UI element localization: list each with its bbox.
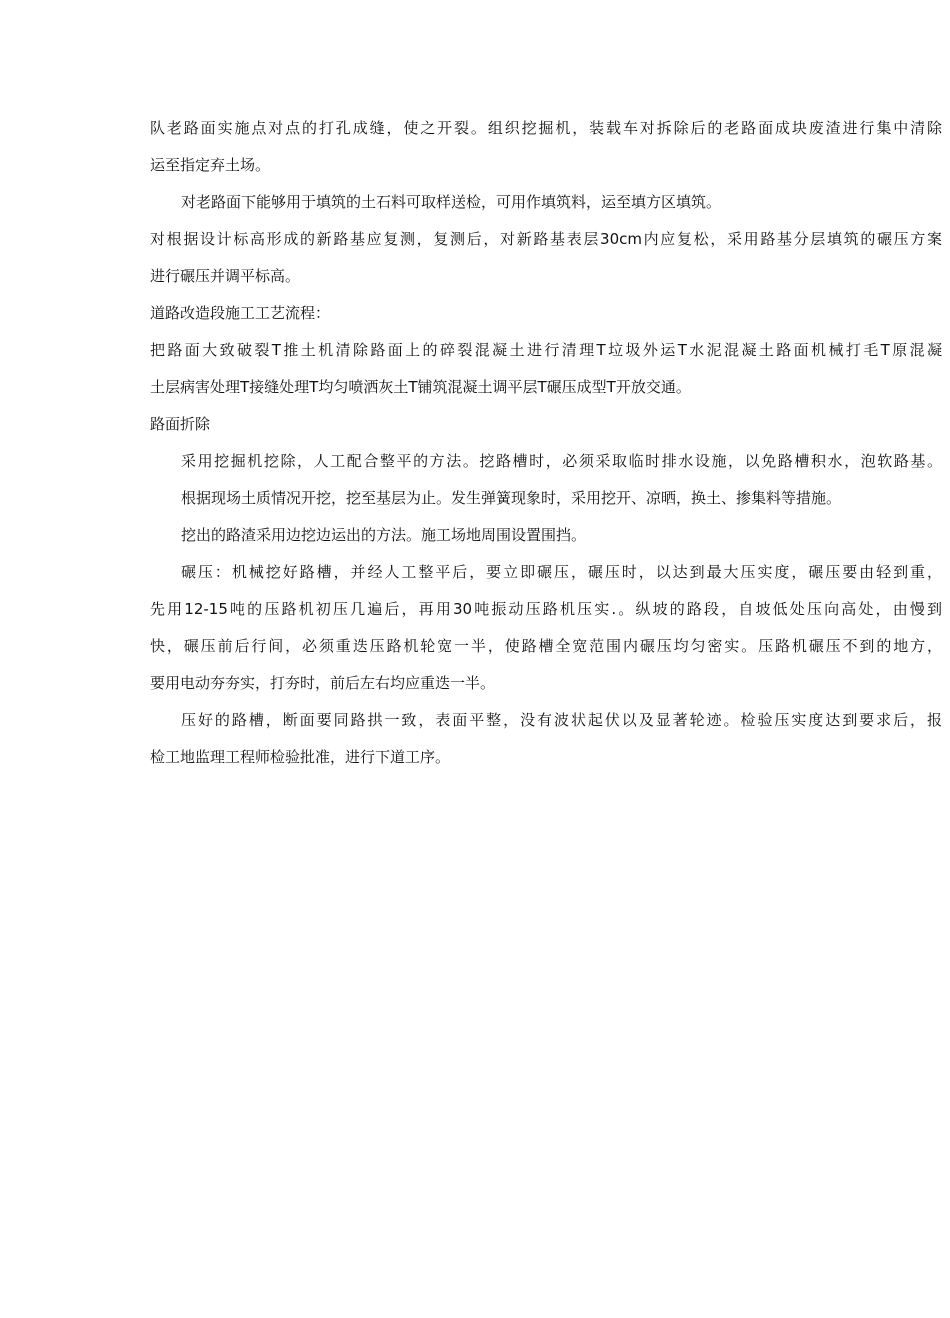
paragraph-line: 要用电动夯夯实，打夯时，前后左右均应重迭一半。	[150, 674, 496, 692]
paragraph-line: 压好的路槽，断面要同路拱一致，表面平整，没有波状起伏以及显著轮迹。检验压实度达到要求后，报	[181, 711, 942, 729]
section-heading: 路面折除	[150, 415, 211, 433]
paragraph-line: 对老路面下能够用于填筑的土石料可取样送检，可用作填筑料，运至填方区填筑。	[181, 193, 722, 211]
paragraph-line: 采用挖掘机挖除，人工配合整平的方法。挖路槽时，必须采取临时排水设施，以免路槽积水，泡软路基。	[181, 452, 942, 470]
paragraph-line: 碾压：机械挖好路槽，并经人工整平后，要立即碾压，碾压时，以达到最大压实度，碾压要由轻到重，	[181, 563, 942, 581]
paragraph-line: 挖出的路渣采用边挖边运出的方法。施工场地周围设置围挡。	[181, 526, 587, 544]
paragraph-line: 队老路面实施点对点的打孔成缝，使之开裂。组织挖掘机，装载车对拆除后的老路面成块废渣进行集中清除	[150, 119, 942, 137]
section-heading: 道路改造段施工工艺流程：	[150, 304, 331, 322]
paragraph-line: 把路面大致破裂T推土机清除路面上的碎裂混凝土进行清理T垃圾外运T水泥混凝土路面机械打毛T原混凝	[150, 341, 942, 359]
paragraph-line: 先用12-15吨的压路机初压几遍后，再用30吨振动压路机压实.。纵坡的路段，自坡低处压向高处，由慢到	[150, 600, 942, 618]
paragraph-line: 检工地监理工程师检验批准，进行下道工序。	[150, 748, 451, 766]
paragraph-line: 进行碾压并调平标高。	[150, 267, 301, 285]
paragraph-line: 运至指定弃土场。	[150, 156, 271, 174]
paragraph-line: 对根据设计标高形成的新路基应复测，复测后，对新路基表层30cm内应复松，采用路基分层填筑的碾压方案	[150, 230, 942, 248]
paragraph-line: 根据现场土质情况开挖，挖至基层为止。发生弹簧现象时，采用挖开、凉晒，换土、掺集料等措施。	[181, 489, 842, 507]
paragraph-line: 土层病害处理T接缝处理T均匀喷洒灰土T铺筑混凝土调平层T碾压成型T开放交通。	[150, 378, 691, 396]
paragraph-line: 快，碾压前后行间，必须重迭压路机轮宽一半，使路槽全宽范围内碾压均匀密实。压路机碾压不到的地方，	[150, 637, 942, 655]
document-body	[150, 118, 942, 784]
